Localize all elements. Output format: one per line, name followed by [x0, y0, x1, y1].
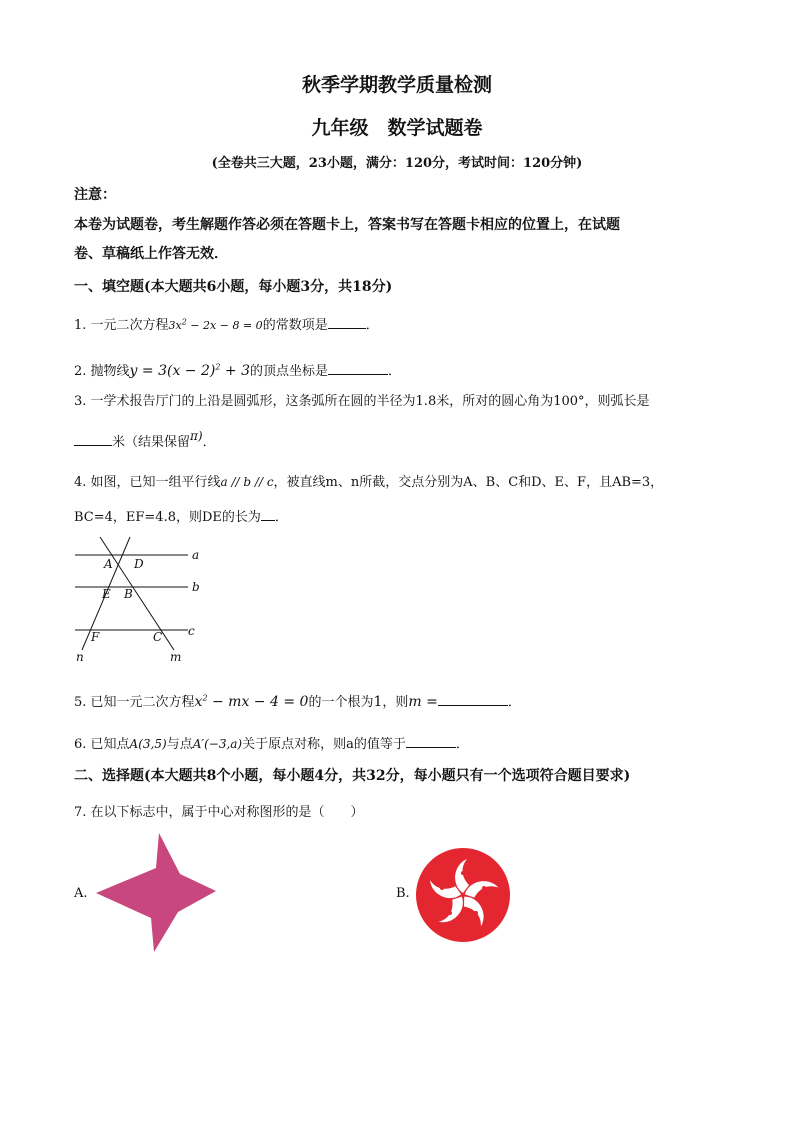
q6-answer-blank[interactable]	[406, 735, 456, 748]
label-m: m	[170, 650, 182, 664]
q1-post: 的常数项是	[262, 318, 328, 333]
q5-answer-blank[interactable]	[438, 693, 508, 706]
question-6: 6. 已知点A(3,5)与点A′(−3,a)关于原点对称，则a的值等于 ．	[74, 737, 469, 752]
exam-title: 秋季学期教学质量检测	[301, 74, 492, 96]
q2-answer-blank[interactable]	[328, 362, 388, 375]
q7-option-A-label[interactable]: A.	[74, 886, 88, 901]
label-a: a	[192, 548, 200, 562]
label-point-A: A	[104, 557, 113, 571]
q2-pre: 2. 抛物线	[74, 364, 130, 379]
notice-label: 注意：	[74, 187, 116, 203]
q1-pre: 1. 一元二次方程	[74, 318, 169, 333]
section-1-heading: 一、填空题(本大题共6小题，每小题3分，共18分)	[74, 279, 393, 295]
question-4-line-1: 4. 如图，已知一组平行线a // b // c，被直线m、n所截，交点分别为A、B、C和D、E、F，且AB=3，	[74, 475, 664, 490]
notice-line-1: 本卷为试题卷，考生解题作答必须在答题卡上，答案书写在答题卡相应的位置上，在试题	[74, 217, 620, 233]
q1-answer-blank[interactable]	[328, 316, 366, 329]
notice-line-2: 卷、草稿纸上作答无效．	[74, 246, 228, 262]
question-5: 5. 已知一元二次方程$x^2$ − mx − 4 = 0的一个根为1，则m = ．	[74, 693, 521, 710]
q2-post: 的顶点坐标是	[250, 364, 329, 379]
q7-option-B-label[interactable]: B.	[396, 886, 410, 901]
question-1: 1. 一元二次方程$3x^2 - 2x - 8 = 0$的常数项是 ．	[74, 317, 379, 333]
q6-point-A: A(3,5)	[129, 737, 167, 751]
q6-point-A-prime: A′(−3,a)	[192, 737, 243, 751]
label-c: c	[188, 624, 195, 638]
line-m	[100, 537, 174, 650]
q3-answer-blank[interactable]	[74, 433, 112, 446]
question-2: 2. 抛物线$y = 3(x - 2)^2 + 3$的顶点坐标是 ．	[74, 362, 402, 379]
exam-info: (全卷共三大题，23小题，满分：120分，考试时间：120分钟)	[211, 156, 583, 171]
label-point-F: F	[91, 630, 100, 644]
question-3-line-1: 3. 一学术报告厅门的上沿是圆弧形，这条弧所在圆的半径为1.8米，所对的圆心角为100°，则弧长是	[74, 394, 650, 409]
pinwheel-star-icon[interactable]	[92, 833, 216, 953]
question-7-stem: 7. 在以下标志中，属于中心对称图形的是（ ）	[74, 805, 364, 820]
q4-parallel-math: a // b // c	[220, 475, 274, 489]
label-n: n	[76, 650, 84, 664]
label-point-D: D	[134, 557, 144, 571]
exam-subtitle: 九年级 数学试题卷	[311, 117, 483, 139]
bauhinia-flower-icon[interactable]	[415, 847, 511, 943]
label-b: b	[192, 580, 200, 594]
question-4-line-2: BC=4，EF=4.8，则DE的长为 ．	[74, 510, 288, 525]
q2-math: $y = 3(x - 2)^2 + 3$	[129, 362, 250, 379]
label-point-C: C	[153, 630, 163, 644]
q4-answer-blank[interactable]	[261, 508, 275, 521]
label-point-B: B	[124, 587, 133, 601]
q1-math: $3x^2 - 2x - 8 = 0$	[168, 317, 263, 332]
question-3-line-2: 米（结果保留$^{\pi)}$．	[74, 429, 216, 450]
q5-math: $x^2$ − mx − 4 = 0	[194, 693, 309, 710]
section-2-heading: 二、选择题(本大题共8个小题，每小题4分，共32分，每小题只有一个选项符合题目要求)	[74, 768, 631, 784]
parallel-lines-figure	[70, 535, 210, 665]
label-point-E: E	[102, 587, 111, 601]
